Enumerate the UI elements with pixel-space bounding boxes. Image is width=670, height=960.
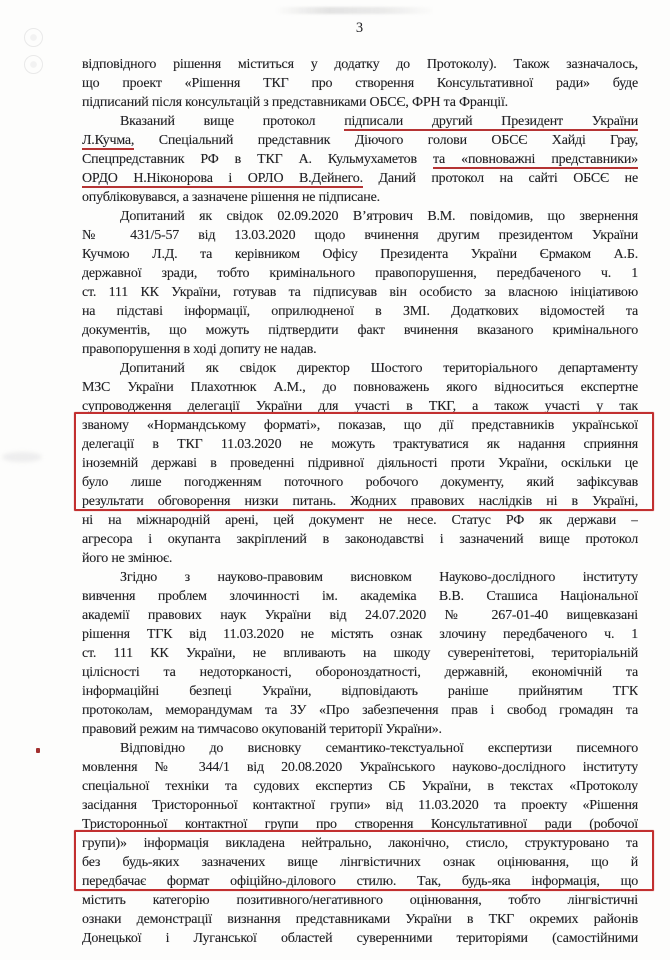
red-underline-annotation: та «повноважні представники» — [432, 152, 638, 167]
text-segment: академії правових наук України від 24.07.2020 № 267-01-40 вищевказані — [82, 608, 638, 623]
text-line — [82, 473, 638, 492]
punch-hole — [24, 28, 43, 47]
text-segment: групи)» інформація викладена нейтрально, лаконічно, стисло, структуровано та — [82, 836, 638, 851]
text-segment: документів, що можуть підтвердити факт вчинення вказаного кримінального — [82, 323, 638, 338]
text-line — [82, 663, 638, 682]
text-line — [82, 435, 638, 454]
text-line — [82, 378, 638, 397]
red-pen-dot — [36, 748, 40, 753]
text-line — [82, 207, 638, 226]
text-segment: правопорушення в ході допиту не надав. — [82, 342, 317, 357]
document-body — [82, 55, 638, 948]
text-line — [82, 606, 638, 625]
text-segment: Допитаний як свідок директор Шостого територіального департаменту — [120, 361, 638, 376]
text-segment: рішення ТГК від 11.03.2020 не містять ознак злочину передбаченого ч. 1 — [82, 627, 638, 642]
red-box-annotation — [82, 834, 638, 891]
paragraph — [82, 112, 638, 207]
text-line — [82, 511, 638, 530]
text-segment: спеціальної техніки та судових експертиз СБ України, в текстах «Протоколу — [82, 779, 638, 794]
text-line — [82, 74, 638, 93]
paragraph — [82, 359, 638, 568]
text-segment: підписаний після консультацій з представниками ОБСЄ, ФРН та Франції. — [82, 95, 508, 110]
text-line — [82, 701, 638, 720]
text-segment: № 431/5-57 від 13.03.2020 щодо вчинення другим президентом України — [82, 228, 638, 243]
text-line — [82, 188, 638, 207]
text-line — [82, 530, 638, 549]
text-line — [82, 815, 638, 834]
text-line — [82, 55, 638, 74]
text-line — [82, 93, 638, 112]
text-line — [82, 910, 638, 929]
text-line — [82, 302, 638, 321]
text-segment: Кучмою Л.Д. та керівником Офісу Президента України Єрмаком А.Б. — [82, 247, 638, 262]
text-line — [82, 245, 638, 264]
text-line — [82, 150, 638, 169]
text-segment: Відповідно до висновку семантико-текстуальної експертизи писемного — [120, 741, 638, 756]
text-segment: містить категорію позитивного/негативного оцінювання, тобто лінгвістичні — [82, 893, 638, 908]
text-line — [82, 454, 638, 473]
text-line — [82, 758, 638, 777]
paragraph — [82, 568, 638, 739]
text-segment: протоколам, меморандумам та ЗУ «Про забезпечення прав і свобод громадян та — [82, 703, 638, 718]
red-underline-annotation: підписали другий Президент України — [344, 114, 638, 129]
text-line — [82, 853, 638, 872]
text-line — [82, 264, 638, 283]
text-segment: Допитаний як свідок 02.09.2020 В’ятрович В.М. повідомив, що звернення — [120, 209, 638, 224]
text-segment: агресора і окупанта закріплений в законодавстві і зазначений вище протокол — [82, 532, 638, 547]
text-segment: на підставі інформації, оприлюдненої в ЗМІ. Додаткових відомостей та — [82, 304, 638, 319]
text-line — [82, 682, 638, 701]
text-segment: званому «Нормандському форматі», показав, що дії представників української — [82, 418, 638, 433]
text-line — [82, 720, 638, 739]
text-segment: без будь-яких зазначених вище лінгвістичних ознак оцінювання, що й — [82, 855, 638, 870]
text-line — [82, 587, 638, 606]
text-segment: Спеціальний представник Діючого голови ОБСЄ Хайді Грау, — [134, 133, 638, 148]
scan-smudge — [2, 452, 42, 462]
text-segment: правовий режим на тимчасово окупованій території України». — [82, 722, 442, 737]
text-line — [82, 359, 638, 378]
text-segment: супроводження делегації України для участі в ТКГ, а також участі у так — [82, 399, 638, 414]
text-line — [82, 283, 638, 302]
text-line — [82, 416, 638, 435]
text-segment: Згідно з науково-правовим висновком Науково-дослідного інституту — [120, 570, 638, 585]
text-segment: ні на міжнародній арені, цей документ не несе. Статус РФ як держави – — [82, 513, 638, 528]
text-segment: Донецької і Луганської областей суверенними територіями (самостійними — [82, 931, 638, 946]
text-segment: вивчення проблем злочинності ім. академіка В.В. Сташиса Національної — [82, 589, 638, 604]
text-line — [82, 169, 638, 188]
text-segment: Вказаний вище протокол — [120, 114, 345, 129]
text-segment: що проект «Рішення ТКГ про створення Консультативної ради» буде — [82, 76, 638, 91]
text-segment: опубліковувався, а зазначене рішення не підписане. — [82, 190, 380, 205]
text-segment: ст. 111 КК України, не впливають на шкоду суверенітетові, територіальній — [82, 646, 638, 661]
paragraph — [82, 55, 638, 112]
text-segment: було лише погодженням поточного робочого документу, який зафіксував — [82, 475, 638, 490]
text-line — [82, 568, 638, 587]
text-line — [82, 340, 638, 359]
text-line — [82, 397, 638, 416]
text-line — [82, 625, 638, 644]
text-line — [82, 796, 638, 815]
red-box-annotation — [82, 416, 638, 511]
red-underline-annotation: Л.Кучма, — [82, 133, 135, 148]
page-number: 3 — [355, 20, 365, 36]
text-segment: ознаки демонстрації визнання представниками України в ТКГ окремих районів — [82, 912, 638, 927]
text-line — [82, 549, 638, 568]
text-segment: Спецпредставник РФ в ТКГ А. Кульмухаметов — [82, 152, 433, 167]
text-line — [82, 131, 638, 150]
text-line — [82, 834, 638, 853]
text-line — [82, 777, 638, 796]
text-line — [82, 739, 638, 758]
text-segment: інформаційні безпеці України, відповідають раніше прийнятим ТГК — [82, 684, 638, 699]
text-segment: ст. 111 КК України, готував та підписував він особисто за власною ініціативою — [82, 285, 638, 300]
text-segment: делегації в ТКГ 11.03.2020 не можуть трактуватися як надання сприяння — [82, 437, 638, 452]
text-segment: цілісності та недоторканості, обороноздатності, державній, економічній та — [82, 665, 638, 680]
text-segment: іноземній державі в проведенні підривної діяльності проти України, оскільки це — [82, 456, 638, 471]
text-line — [82, 929, 638, 948]
text-line — [82, 112, 638, 131]
text-segment: передбачає формат офіційно-ділового стилю. Так, будь-яка інформація, що — [82, 874, 638, 889]
red-underline-annotation: ОРДО Н.Ніконорова і ОРЛО В.Дейнего. — [82, 171, 363, 186]
paragraph — [82, 739, 638, 948]
text-segment: мовлення № 344/1 від 20.08.2020 Українського науково-дослідного інституту — [82, 760, 638, 775]
text-line — [82, 492, 638, 511]
text-segment: відповідного рішення міститься у додатку до Протоколу). Також зазначалось, — [82, 57, 638, 72]
paragraph — [82, 207, 638, 359]
text-segment: результати обговорення низки питань. Жодних правових наслідків ні в Україні, — [82, 494, 638, 509]
text-segment: МЗС України Плахотнюк А.М., до повноважень якого відноситься експертне — [82, 380, 638, 395]
text-segment: державної зради, тобто кримінального правопорушення, передбаченого ч. 1 — [82, 266, 638, 281]
text-line — [82, 644, 638, 663]
text-segment: Тристоронньої контактної групи про створення Консультативної ради (робочої — [82, 817, 638, 832]
text-line — [82, 321, 638, 340]
text-segment: засідання Тристоронньої контактної групи» від 11.03.2020 та проекту «Рішення — [82, 798, 638, 813]
text-line — [82, 872, 638, 891]
text-segment: Даний протокол на сайті ОБСЄ не — [362, 171, 638, 186]
scan-smudge — [275, 7, 435, 14]
text-line — [82, 226, 638, 245]
text-segment: його не змінює. — [82, 551, 173, 566]
text-line — [82, 891, 638, 910]
punch-hole — [24, 55, 43, 74]
